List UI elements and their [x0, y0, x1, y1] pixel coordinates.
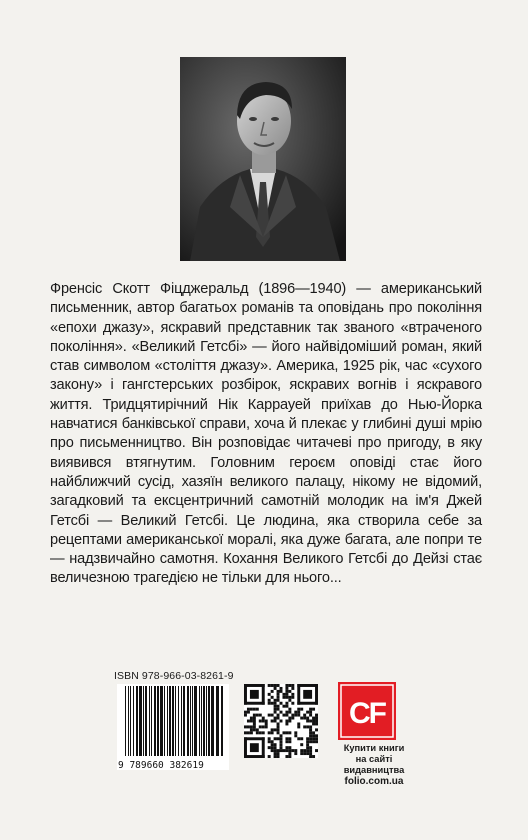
publisher-url[interactable]: folio.com.ua [344, 776, 404, 787]
barcode [117, 684, 229, 770]
isbn-label: ISBN 978-966-03-8261-9 [114, 670, 234, 682]
buy-line-1: Купити книги [343, 743, 405, 753]
qr-code [244, 684, 318, 758]
buy-line-3: видавництва [343, 765, 405, 775]
book-description: Френсіс Скотт Фіцджеральд (1896—1940) — американський письменник, автор багатьох романів та оповідань про покоління «епохи джазу», яскравий представник так званого «втраченого покоління». «Великий Гетсбі» — його найвідоміший роман, який став символом «століття джазу». Америка, 1925 рік, час «сухого закону» і гангстерських розбірок, яскравих вогнів і яскравого життя. Тридцятирічний Нік Каррауей приїхав до Нью-Йорка навчатися банківської справи, хоча й плекає у глибині душі мрію про письменництво. Він розповідає читачеві про пригоду, в яку виявився втягнутим. Головним героєм оповіді стає його найближчий сусід, хазяїн великого палацу, нікому не відомий, загадковий та ексцентричний самотній молодик на ім'я Джей Гетсбі — Великий Гетсбі. Це людина, яка створила себе за рецептами американської моралі, яка дуже багата, але попри те — надзвичайно самотня. Кохання Великого Гетсбі до Дейзі стає величезною трагедією не тільки для нього... [50, 281, 482, 587]
buy-line-2: на сайті [355, 754, 393, 764]
author-photo [180, 57, 346, 261]
logo-text: CF [349, 697, 385, 730]
publisher-buy-info [334, 743, 414, 787]
publisher-logo [338, 682, 396, 740]
barcode-digits: 9 789660 382619 [118, 760, 204, 770]
author-portrait-image [180, 57, 346, 261]
